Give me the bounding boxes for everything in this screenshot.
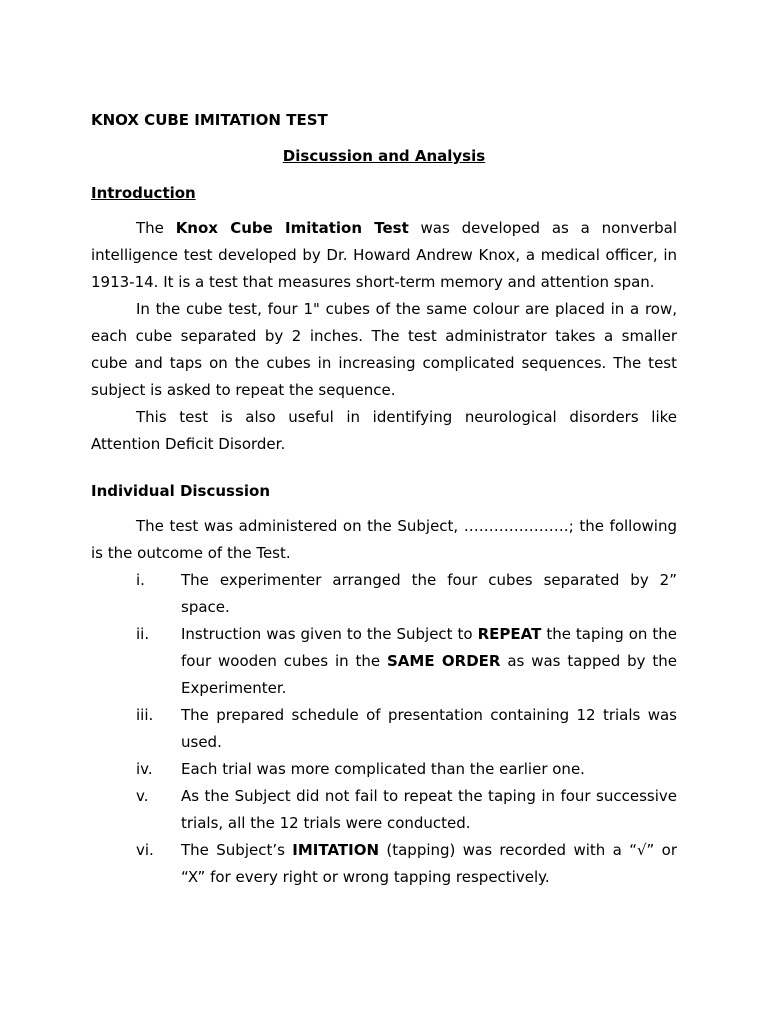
list-item-text: The Subject’s [181, 841, 293, 859]
introduction-heading: Introduction [91, 184, 196, 202]
list-item-number: iii. [136, 706, 154, 724]
introduction-body [91, 215, 677, 458]
list-item-text: As the Subject did not fail to repeat the taping in four successive trials, all the 12 trials were conducted. [181, 787, 677, 832]
list-item-text: Instruction was given to the Subject to [181, 625, 478, 643]
list-item [91, 621, 677, 702]
list-item-text: as was tapped by the Experimenter. [181, 652, 677, 697]
section-subtitle [0, 146, 768, 166]
intro-paragraph-1 [91, 215, 677, 296]
intro-p1-post: was developed as a nonverbal intelligence test developed by Dr. Howard Andrew Knox, a medical officer, in 1913-14. It is a test that measures short-term memory and attention span. [91, 219, 677, 291]
list-item [91, 837, 677, 891]
individual-discussion-body [91, 513, 677, 891]
list-item-bold: IMITATION [292, 841, 380, 859]
individual-discussion-heading: Individual Discussion [91, 482, 271, 500]
list-item-bold: SAME ORDER [387, 652, 501, 670]
subtitle-text: Discussion and Analysis [282, 147, 486, 165]
intro-p1-pre: The [136, 219, 176, 237]
intro-paragraph-2: In the cube test, four 1" cubes of the same colour are placed in a row, each cube separated by 2 inches. The test administrator takes a smaller cube and taps on the cubes in increasing complicated sequences. The test subject is asked to repeat the sequence. [91, 300, 677, 399]
list-item-number: ii. [136, 625, 150, 643]
list-item-text: Each trial was more complicated than the earlier one. [181, 760, 585, 778]
list-item-text: The prepared schedule of presentation containing 12 trials was used. [181, 706, 677, 751]
document-title: KNOX CUBE IMITATION TEST [91, 111, 328, 129]
list-item [91, 756, 677, 783]
list-item-text: The experimenter arranged the four cubes separated by 2” space. [181, 571, 677, 616]
intro-p1-bold: Knox Cube Imitation Test [175, 219, 409, 237]
list-item-number: vi. [136, 841, 154, 859]
list-item-text: the taping on the four wooden cubes in the [181, 625, 678, 670]
outcome-list [91, 567, 677, 891]
list-item [91, 783, 677, 837]
list-item-number: iv. [136, 760, 153, 778]
list-item [91, 702, 677, 756]
list-item-number: v. [136, 787, 149, 805]
list-item-bold: REPEAT [477, 625, 542, 643]
list-item [91, 567, 677, 621]
individual-intro-paragraph: The test was administered on the Subject, …………………; the following is the outcome of the Test. [91, 517, 677, 562]
list-item-number: i. [136, 571, 145, 589]
list-item-text: (tapping) was recorded with a “√” or “X” for every right or wrong tapping respectively. [181, 841, 678, 886]
intro-paragraph-3: This test is also useful in identifying neurological disorders like Attention Deficit Disorder. [91, 408, 677, 453]
